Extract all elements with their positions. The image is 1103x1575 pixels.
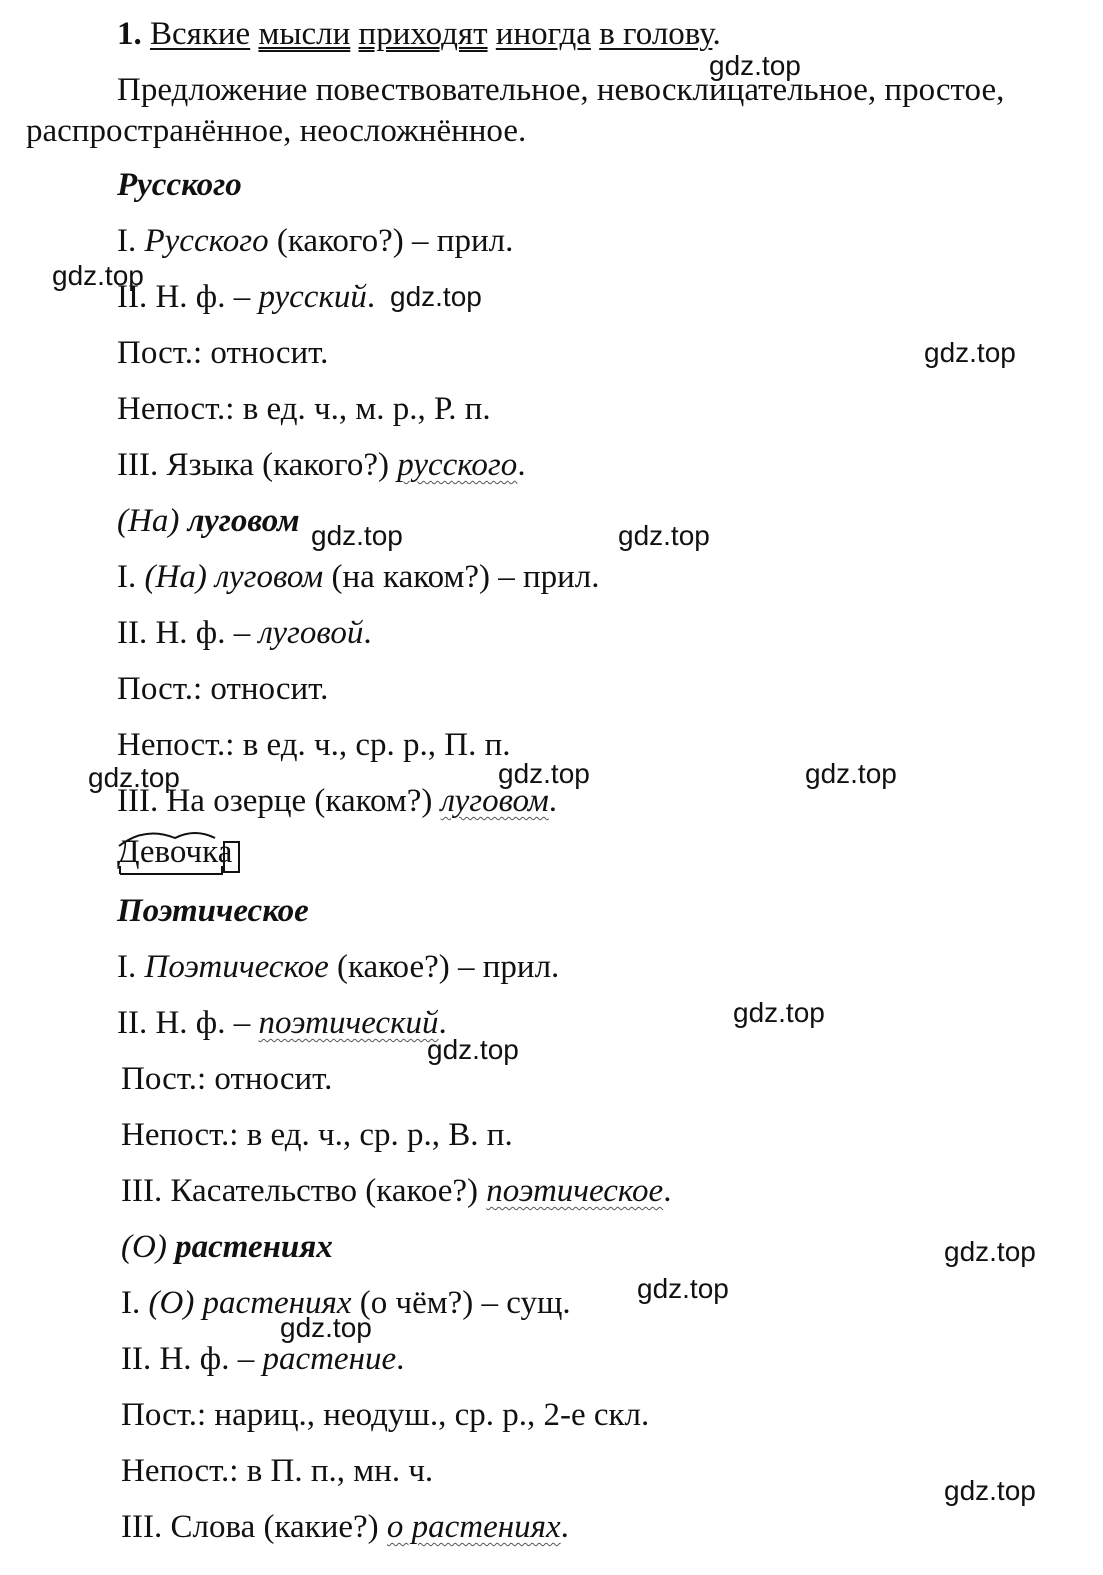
russkogo-nf-word: русский [258, 279, 367, 315]
rasteniyah-word: (О) растениях [148, 1285, 352, 1321]
rasteniyah-line-3: Пост.: нариц., неодуш., ср. р., 2-е скл. [121, 1397, 650, 1433]
russkogo-line-3: Пост.: относит. [117, 335, 329, 371]
rasteniyah-role-label: III. Слова (какие?) [121, 1509, 387, 1545]
lugovom-nf-label: II. Н. ф. – [117, 615, 259, 651]
lugovom-role-end: . [548, 783, 558, 819]
rasteniyah-line-4: Непост.: в П. п., мн. ч. [121, 1453, 434, 1489]
watermark: gdz.top [944, 1236, 1036, 1267]
watermark: gdz.top [390, 281, 482, 312]
watermark: gdz.top [924, 337, 1016, 368]
watermark: gdz.top [52, 260, 144, 291]
russkogo-role-label: III. Языка (какого?) [117, 447, 398, 483]
rasteniyah-role-end: . [560, 1509, 569, 1545]
watermark: gdz.top [733, 997, 825, 1028]
lugovom-line-3: Пост.: относит. [117, 671, 329, 707]
sentence-line [117, 14, 721, 54]
roman-one: I. [117, 223, 145, 259]
poeticheskoe-line-4: Непост.: в ед. ч., ср. р., В. п. [121, 1117, 513, 1153]
russkogo-role-end: . [517, 447, 526, 483]
lugovom-nf-word: луговой [258, 615, 364, 651]
poeticheskoe-word: Поэтическое [144, 949, 329, 985]
watermark: gdz.top [427, 1034, 519, 1065]
poeticheskoe-role-word: поэтическое [486, 1173, 664, 1209]
poeticheskoe-line-5 [121, 1171, 671, 1211]
watermark: gdz.top [311, 520, 403, 551]
rasteniyah-nf-end: . [396, 1341, 405, 1377]
watermark: gdz.top [805, 758, 897, 789]
sentence-word-adverbial-2: в голову [599, 16, 713, 52]
russkogo-role-word: русского [397, 447, 518, 483]
rasteniyah-heading-prep: (О) [121, 1229, 176, 1265]
morpheme-parse [117, 826, 247, 878]
rasteniyah-role-word: о растениях [386, 1509, 561, 1545]
lugovom-role-word: луговом [440, 783, 549, 819]
morpheme-marks [117, 826, 247, 878]
watermark: gdz.top [88, 762, 180, 793]
characteristic-line-1: Предложение повествовательное, невосклицательное, простое, [117, 72, 1005, 108]
rasteniyah-line-2 [121, 1339, 404, 1379]
heading-poeticheskoe: Поэтическое [117, 893, 309, 929]
watermark: gdz.top [709, 50, 801, 81]
lugovom-role-label: III. На озерце (каком?) [117, 783, 441, 819]
rasteniyah-question: (о чём?) – сущ. [351, 1285, 571, 1321]
sentence-word-subject: Всякие [150, 16, 251, 52]
characteristic-line-2: распространённое, неосложнённое. [26, 113, 527, 149]
lugovom-line-4: Непост.: в ед. ч., ср. р., П. п. [117, 727, 511, 763]
russkogo-nf-end: . [366, 279, 376, 315]
sentence-number: 1. [117, 16, 142, 52]
russkogo-line-5 [117, 445, 526, 485]
lugovom-line-2 [117, 613, 372, 653]
rasteniyah-nf-label: II. Н. ф. – [121, 1341, 263, 1377]
stem-bracket [120, 866, 222, 874]
watermark: gdz.top [637, 1273, 729, 1304]
watermark: gdz.top [280, 1312, 372, 1343]
russkogo-question: (какого?) – прил. [268, 223, 514, 259]
roman-one: I. [117, 949, 145, 985]
lugovom-word: (На) луговом [144, 559, 324, 595]
lugovom-line-1 [117, 557, 600, 597]
lugovom-line-5 [117, 781, 557, 821]
roman-one: I. [117, 559, 145, 595]
poeticheskoe-line-2 [117, 1003, 447, 1043]
poeticheskoe-role-label: III. Касательство (какое?) [121, 1173, 487, 1209]
poeticheskoe-line-1 [117, 947, 559, 987]
rasteniyah-nf-word: растение [262, 1341, 397, 1377]
watermark: gdz.top [618, 520, 710, 551]
ending-box [224, 842, 239, 872]
russkogo-line-1 [117, 221, 513, 261]
poeticheskoe-nf-end: . [438, 1005, 447, 1041]
roman-one: I. [121, 1285, 149, 1321]
lugovom-question: (на каком?) – прил. [323, 559, 600, 595]
sentence-word-subject-noun: мысли [258, 16, 351, 52]
rasteniyah-line-5 [121, 1507, 569, 1547]
rasteniyah-heading-word: растениях [175, 1229, 333, 1265]
watermark: gdz.top [498, 758, 590, 789]
morpheme-word: Девочка [117, 834, 233, 870]
heading-lugovom [117, 501, 300, 541]
watermark: gdz.top [944, 1475, 1036, 1506]
lugovom-heading-prep: (На) [117, 503, 188, 539]
poeticheskoe-nf-label: II. Н. ф. – [117, 1005, 259, 1041]
lugovom-heading-word: луговом [187, 503, 300, 539]
russkogo-nf-label: II. Н. ф. – [117, 279, 259, 315]
russkogo-line-2 [117, 277, 375, 317]
heading-rasteniyah [121, 1227, 333, 1267]
sentence-end: . [712, 16, 721, 52]
poeticheskoe-line-3: Пост.: относит. [121, 1061, 333, 1097]
russkogo-line-4: Непост.: в ед. ч., м. р., Р. п. [117, 391, 491, 427]
poeticheskoe-role-end: . [663, 1173, 672, 1209]
root-arc [119, 833, 215, 846]
sentence-word-predicate: приходят [358, 16, 488, 52]
lugovom-nf-end: . [363, 615, 372, 651]
russkogo-word: Русского [144, 223, 269, 259]
sentence-word-adverbial: иногда [495, 16, 591, 52]
poeticheskoe-nf-word: поэтический [258, 1005, 439, 1041]
heading-russkogo: Русского [117, 167, 242, 203]
poeticheskoe-question: (какое?) – прил. [328, 949, 560, 985]
